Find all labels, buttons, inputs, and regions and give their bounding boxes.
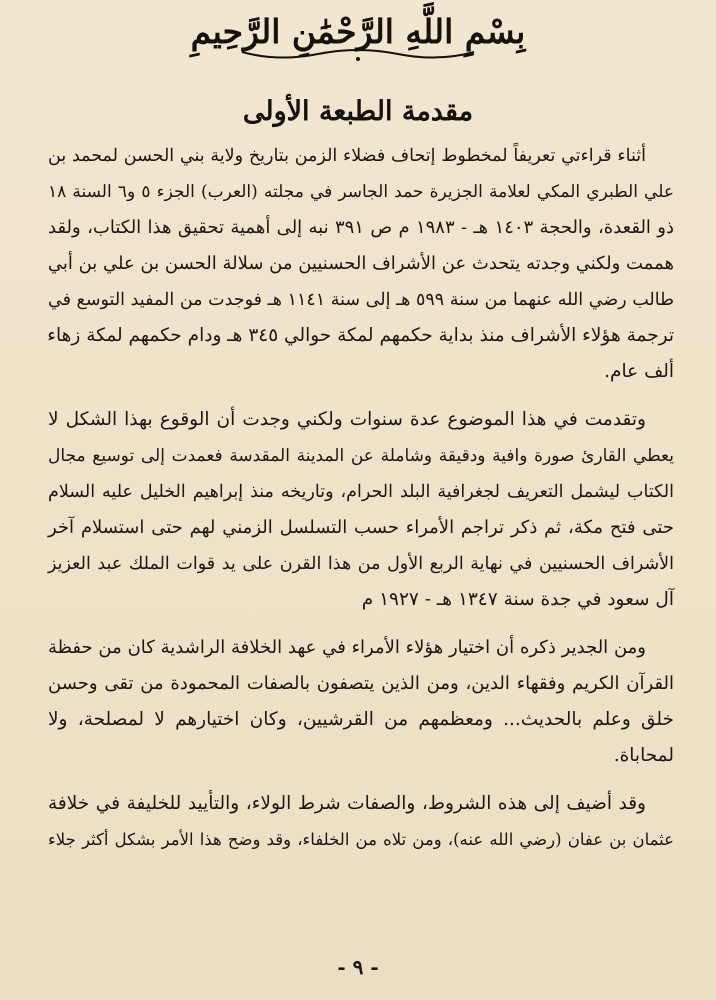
text-line: وتقدمت في هذا الموضوع عدة سنوات ولكني وجدت أن الوقوع بهذا الشكل لا: [48, 409, 646, 430]
text-line: ألف عام.: [604, 361, 674, 382]
text-line: طالب رضي الله عنهما من سنة ٥٩٩ هـ إلى سنة ١١٤١ هـ فوجدت من المفيد التوسع في: [48, 290, 674, 310]
text-line: ترجمة هؤلاء الأشراف منذ بداية حكمهم لمكة حوالي ٣٤٥ هـ ودام حكمهم لمكة زهاء: [47, 325, 674, 346]
text-line: هممت ولكني وجدته يتحدث عن الأشراف الحسنيين من سلالة الحسن بن علي بن أبي: [47, 253, 674, 274]
text-line: ذو القعدة، والحجة ١٤٠٣ هـ - ١٩٨٣ م ص ٣٩١ نبه إلى أهمية تحقيق هذا الكتاب، ولقد: [48, 217, 674, 238]
calligraphy-flourish-icon: [238, 44, 478, 64]
text-line: خلق وعلم بالحديث... ومعظمهم من القرشيين، وكان اختيارهم لا لمصلحة، ولا: [48, 709, 674, 730]
basmala-text: بِسْمِ اللَّهِ الرَّحْمَٰنِ الرَّحِيمِ: [190, 12, 526, 51]
text-line: الكتاب ليشمل التعريف لجغرافية البلد الحرام، وتاريخه منذ إبراهيم الخليل عليه السلام: [48, 482, 674, 502]
text-line: ومن الجدير ذكره أن اختيار هؤلاء الأمراء في عهد الخلافة الراشدية كان من حفظة: [48, 637, 646, 658]
text-line: لمحاباة.: [613, 745, 674, 766]
paragraph-4: [48, 786, 674, 858]
text-line: علي الطبري المكي لعلامة الجزيرة حمد الجاسر في مجلته (العرب) الجزء ٥ و٦ السنة ١٨: [48, 182, 674, 202]
text-line: حتى فتح مكة، ثم ذكر تراجم الأمراء حسب التسلسل الزمني لهم حتى استسلام آخر: [48, 517, 674, 538]
body-text: [48, 138, 674, 870]
text-line: يعطي القارئ صورة وافية ودقيقة وشاملة عن المدينة المقدسة فعمدت إلى توسيع مجال: [48, 446, 674, 466]
text-line: عثمان بن عفان (رضي الله عنه)، ومن تلاه من الخلفاء، وقد وضح هذا الأمر بشكل أكثر جلاء: [48, 830, 674, 849]
paragraph-2: [48, 402, 674, 618]
text-line: الأشراف الحسنيين في نهاية الربع الأول من هذا القرن على يد قوات الملك عبد العزيز: [48, 554, 674, 574]
page-title: مقدمة الطبعة الأولى: [242, 96, 474, 127]
text-line: أثناء قراءتي تعريفاً لمخطوط إتحاف فضلاء الزمن بتاريخ ولاية بني الحسن لمحمد بن: [48, 146, 646, 166]
paragraph-1: [48, 138, 674, 390]
text-line: آل سعود في جدة سنة ١٣٤٧ هـ - ١٩٢٧ م: [361, 589, 674, 610]
paragraph-3: [48, 630, 674, 774]
page-number: - ٩ -: [337, 955, 379, 979]
basmala-calligraphy: [0, 6, 716, 86]
text-line: القرآن الكريم وفقهاء الدين، ومن الذين يتصفون بالصفات المحمودة من تقى وحسن: [48, 673, 674, 694]
text-line: وقد أضيف إلى هذه الشروط، والصفات شرط الولاء، والتأييد للخليفة في خلافة: [48, 793, 646, 814]
